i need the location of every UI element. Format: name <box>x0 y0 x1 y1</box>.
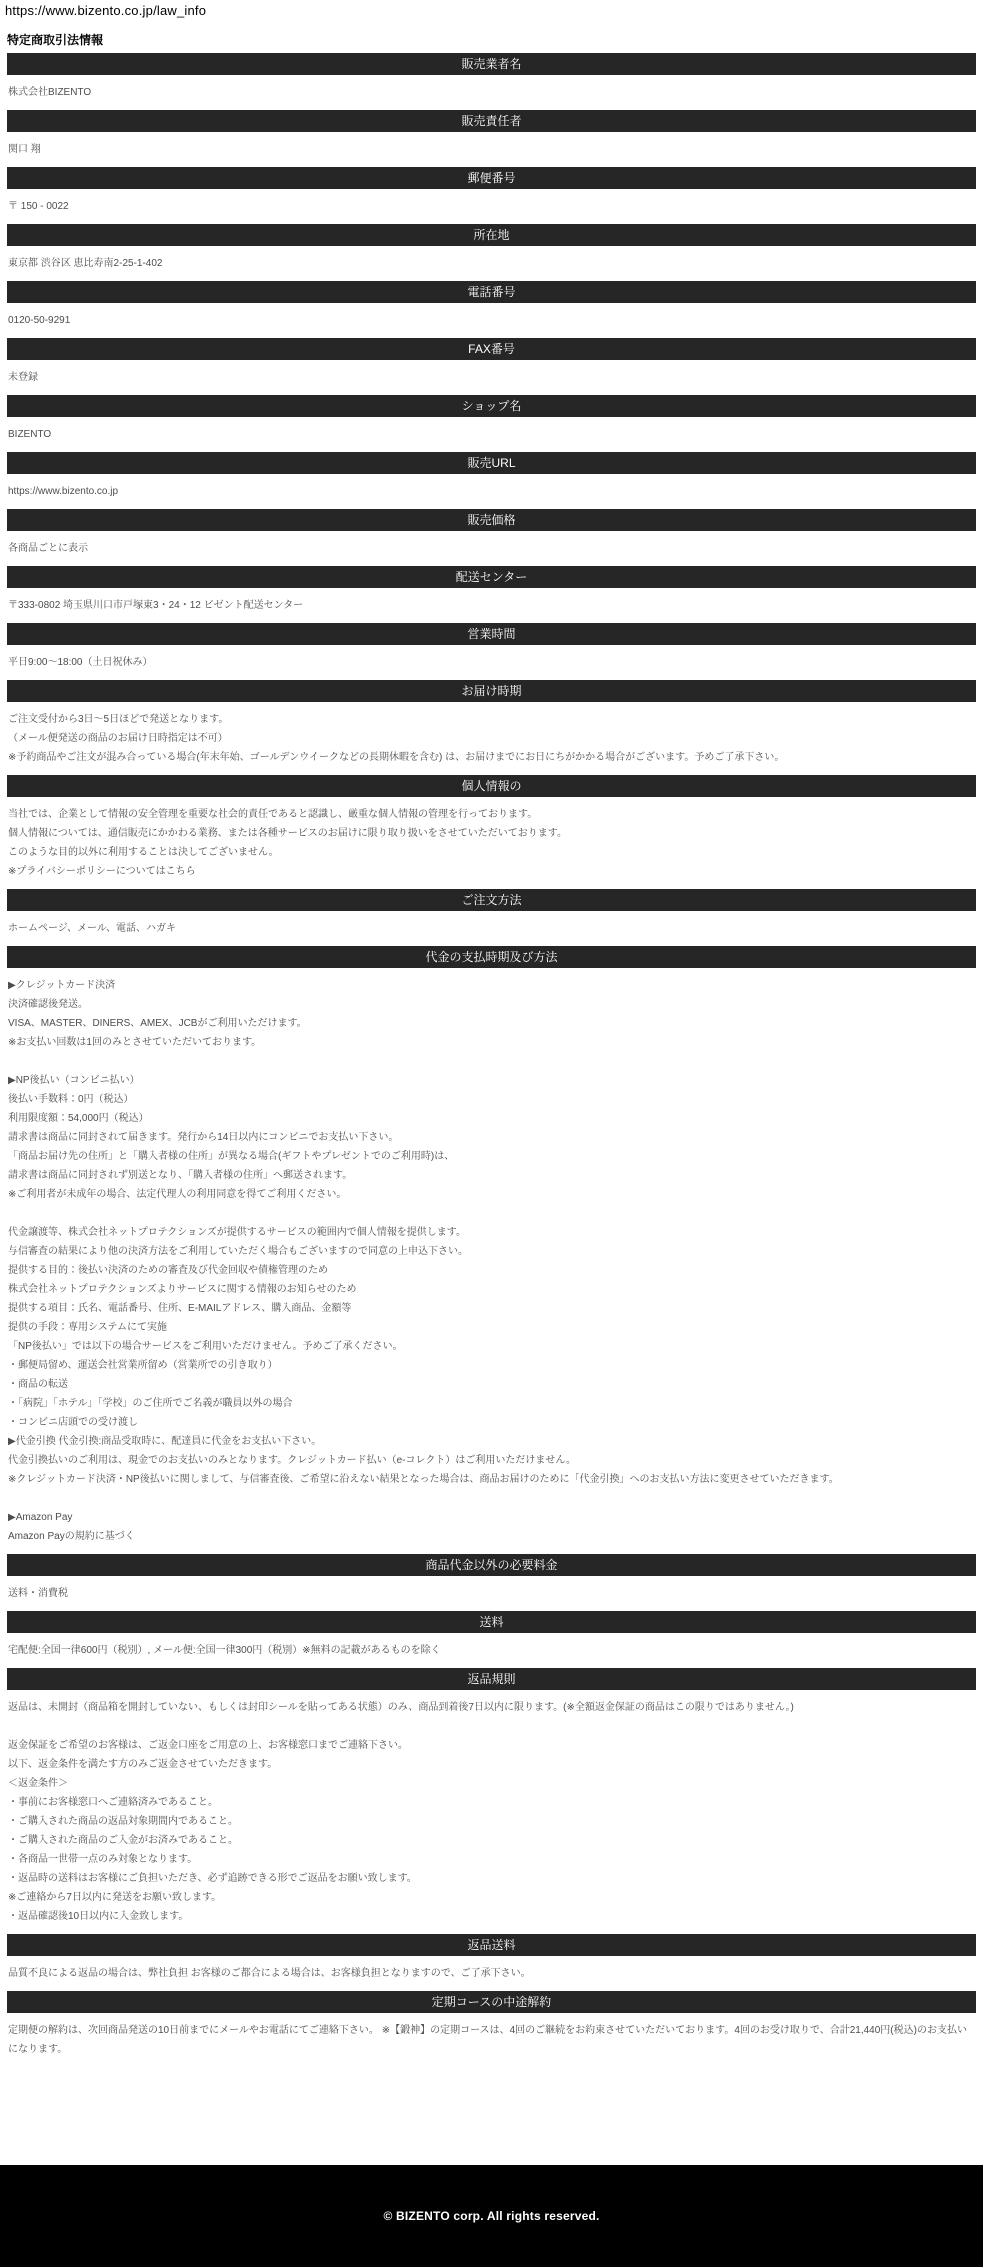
section-line: 決済確認後発送。 <box>8 999 88 1010</box>
section-phone-number <box>7 281 976 338</box>
section-return-policy <box>7 1668 976 1934</box>
section-line: 品質不良による返品の場合は、弊社負担 お客様のご都合による場合は、お客様負担となりますので、ご了承下さい。 <box>8 1968 531 1979</box>
section-line: 当社では、企業として情報の安全管理を重要な社会的責任であると認識し、厳重な個人情報の管理を行っております。 <box>8 809 538 820</box>
section-line: 0120-50-9291 <box>8 315 71 326</box>
section-line: 代金譲渡等、株式会社ネットプロテクションズが提供するサービスの範囲内で個人情報を提供します。 <box>8 1227 466 1238</box>
section-line: BIZENTO <box>8 429 52 440</box>
section-line: 〒333-0802 埼玉県川口市戸塚東3・24・12 ビゼント配送センター <box>8 600 304 611</box>
section-line: 株式会社ネットプロテクションズよりサービスに関する情報のお知らせのため <box>8 1284 357 1295</box>
section-return-shipping-fee <box>7 1934 976 1991</box>
section-line: ※ご利用者が未成年の場合、法定代理人の利用同意を得てご利用ください。 <box>8 1189 347 1200</box>
section-body-shipping-center <box>7 588 976 623</box>
section-line: 後払い手数料：0円（税込） <box>8 1094 134 1105</box>
section-line: ＜返金条件＞ <box>8 1778 68 1789</box>
section-header-shop-name: ショップ名 <box>7 395 976 417</box>
section-line: ▶クレジットカード決済 <box>8 980 116 991</box>
section-line: ・ご購入された商品の返品対象期間内であること。 <box>8 1816 238 1827</box>
section-body-sales-url <box>7 474 976 509</box>
section-line: 東京都 渋谷区 恵比寿南2-25-1-402 <box>8 258 163 269</box>
section-line: ※予約商品やご注文が混み合っている場合(年末年始、ゴールデンウイークなどの長期休暇を含む) は、お届けまでにお日にちがかかる場合がございます。予めご了承下さい。 <box>8 752 785 763</box>
section-line: 宅配便:全国一律600円（税別）, メール便:全国一律300円（税別）※無料の記載があるものを除く <box>8 1645 441 1656</box>
section-seller-name <box>7 53 976 110</box>
section-line <box>8 1489 976 1508</box>
section-delivery-time <box>7 680 976 775</box>
section-line: 代金引換払いのご利用は、現金でのお支払いのみとなります。クレジットカード払い（e-コレクト）はご利用いただけません。 <box>8 1455 576 1466</box>
section-line: 定期便の解約は、次回商品発送の10日前までにメールやお電話にてご連絡下さい。 ※【鍛神】の定期コースは、4回のご継続をお約束させていただいております。4回のお受け取りで、合計21,440円(税込)のお支払いになります。 <box>8 2025 967 2055</box>
section-body-order-method <box>7 911 976 946</box>
section-line: 各商品ごとに表示 <box>8 543 88 554</box>
section-line: ・返品確認後10日以内に入金致します。 <box>8 1911 189 1922</box>
section-body-extra-fees <box>7 1576 976 1611</box>
sections-container <box>0 53 983 2067</box>
section-body-fax-number <box>7 360 976 395</box>
section-body-return-policy <box>7 1690 976 1934</box>
section-line: ▶NP後払い（コンビニ払い） <box>8 1075 140 1086</box>
page-url: https://www.bizento.co.jp/law_info <box>5 3 207 18</box>
section-body-seller-name <box>7 75 976 110</box>
section-line: ・各商品一世帯一点のみ対象となります。 <box>8 1854 198 1865</box>
section-line: ご注文受付から3日～5日ほどで発送となります。 <box>8 714 229 725</box>
section-line: ※ご連絡から7日以内に発送をお願い致します。 <box>8 1892 222 1903</box>
section-order-method <box>7 889 976 946</box>
section-sales-url <box>7 452 976 509</box>
section-sales-manager <box>7 110 976 167</box>
section-header-subscription-cancellation: 定期コースの中途解約 <box>7 1991 976 2013</box>
section-line: 以下、返金条件を満たす方のみご返金させていただきます。 <box>8 1759 278 1770</box>
section-line: 与信審査の結果により他の決済方法をご利用していただく場合もございますので同意の上申込下さい。 <box>8 1246 468 1257</box>
section-header-address: 所在地 <box>7 224 976 246</box>
section-subscription-cancellation <box>7 1991 976 2067</box>
section-address <box>7 224 976 281</box>
section-line: 個人情報については、通信販売にかかわる業務、または各種サービスのお届けに限り取り扱いをさせていただいております。 <box>8 828 567 839</box>
section-line: ・郵便局留め、運送会社営業所留め（営業所での引き取り） <box>8 1360 278 1371</box>
section-line: 平日9:00～18:00（土日祝休み） <box>8 657 153 668</box>
section-header-seller-name: 販売業者名 <box>7 53 976 75</box>
section-header-order-method: ご注文方法 <box>7 889 976 911</box>
section-shop-name <box>7 395 976 452</box>
section-line <box>8 1204 976 1223</box>
section-header-postal-code: 郵便番号 <box>7 167 976 189</box>
section-line: Amazon Payの規約に基づく <box>8 1531 135 1542</box>
section-line: ・ご購入された商品のご入金がお済みであること。 <box>8 1835 238 1846</box>
section-line: 「商品お届け先の住所」と「購入者様の住所」が異なる場合(ギフトやプレゼントでのご利用時)は、 <box>8 1151 455 1162</box>
section-line: 返品は、未開封（商品箱を開封していない、もしくは封印シールを貼ってある状態）のみ、商品到着後7日以内に限ります。(※全額返金保証の商品はこの限りではありません。) <box>8 1702 794 1713</box>
section-sales-price <box>7 509 976 566</box>
section-header-delivery-time: お届け時期 <box>7 680 976 702</box>
section-line: 株式会社BIZENTO <box>8 87 92 98</box>
section-line: ▶代金引換 代金引換:商品受取時に、配達員に代金をお支払い下さい。 <box>8 1436 322 1447</box>
section-header-return-policy: 返品規則 <box>7 1668 976 1690</box>
section-body-phone-number <box>7 303 976 338</box>
section-line: 未登録 <box>8 372 38 383</box>
section-header-shipping-fee: 送料 <box>7 1611 976 1633</box>
section-line: 「NP後払い」では以下の場合サービスをご利用いただけません。予めご了承ください。 <box>8 1341 403 1352</box>
section-body-subscription-cancellation <box>7 2013 976 2067</box>
section-header-payment-method: 代金の支払時期及び方法 <box>7 946 976 968</box>
section-line: ・商品の転送 <box>8 1379 68 1390</box>
section-line: ・「病院」「ホテル」「学校」のご住所でご名義が職員以外の場合 <box>8 1398 293 1409</box>
section-line <box>8 1717 976 1736</box>
section-header-shipping-center: 配送センター <box>7 566 976 588</box>
section-header-sales-manager: 販売責任者 <box>7 110 976 132</box>
section-header-sales-price: 販売価格 <box>7 509 976 531</box>
section-body-delivery-time <box>7 702 976 775</box>
section-line: ホームページ、メール、電話、ハガキ <box>8 923 176 934</box>
section-body-shipping-fee <box>7 1633 976 1668</box>
section-payment-method <box>7 946 976 1554</box>
section-line: 提供する目的：後払い決済のための審査及び代金回収や債権管理のため <box>8 1265 328 1276</box>
section-line: ・コンビニ店頭での受け渡し <box>8 1417 138 1428</box>
section-line: （メール便発送の商品のお届け日時指定は不可） <box>8 733 228 744</box>
section-header-return-shipping-fee: 返品送料 <box>7 1934 976 1956</box>
section-body-address <box>7 246 976 281</box>
section-line: 提供する項目：氏名、電話番号、住所、E-MAILアドレス、購入商品、金額等 <box>8 1303 352 1314</box>
section-line: 提供の手段：専用システムにて実施 <box>8 1322 167 1333</box>
section-line: VISA、MASTER、DINERS、AMEX、JCBがご利用いただけます。 <box>8 1018 307 1029</box>
section-line: ・返品時の送料はお客様にご負担いただき、必ず追跡できる形でご返品をお願い致します。 <box>8 1873 417 1884</box>
section-body-personal-info <box>7 797 976 889</box>
section-line: ※お支払い回数は1回のみとさせていただいております。 <box>8 1037 262 1048</box>
section-fax-number <box>7 338 976 395</box>
section-extra-fees <box>7 1554 976 1611</box>
page-title: 特定商取引法情報 <box>7 33 104 47</box>
section-line: 請求書は商品に同封されて届きます。発行から14日以内にコンビニでお支払い下さい。 <box>8 1132 399 1143</box>
section-line: 〒 150 - 0022 <box>8 201 69 212</box>
section-line: ・事前にお客様窓口へご連絡済みであること。 <box>8 1797 218 1808</box>
section-line: https://www.bizento.co.jp <box>8 486 119 497</box>
section-header-business-hours: 営業時間 <box>7 623 976 645</box>
section-body-return-shipping-fee <box>7 1956 976 1991</box>
section-line: このような目的以外に利用することは決してございません。 <box>8 847 279 858</box>
section-header-sales-url: 販売URL <box>7 452 976 474</box>
section-header-personal-info: 個人情報の <box>7 775 976 797</box>
section-header-extra-fees: 商品代金以外の必要料金 <box>7 1554 976 1576</box>
page-footer <box>0 2165 983 2267</box>
section-shipping-center <box>7 566 976 623</box>
section-line: 返金保証をご希望のお客様は、ご返金口座をご用意の上、お客様窓口までご連絡下さい。 <box>8 1740 408 1751</box>
section-line: ▶Amazon Pay <box>8 1512 73 1523</box>
section-line: ※クレジットカード決済・NP後払いに関しまして、与信審査後、ご希望に沿えない結果となった場合は、商品お届けのために「代金引換」へのお支払い方法に変更させていただきます。 <box>8 1474 839 1485</box>
copyright-text: © BIZENTO corp. All rights reserved. <box>383 2209 600 2223</box>
section-body-payment-method <box>7 968 976 1554</box>
section-body-shop-name <box>7 417 976 452</box>
section-postal-code <box>7 167 976 224</box>
section-business-hours <box>7 623 976 680</box>
privacy-policy-link-line[interactable]: ※プライバシーポリシーについてはこちら <box>8 866 196 877</box>
section-line: 利用限度額：54,000円（税込） <box>8 1113 149 1124</box>
section-line: 送料・消費税 <box>8 1588 68 1599</box>
section-header-fax-number: FAX番号 <box>7 338 976 360</box>
section-body-postal-code <box>7 189 976 224</box>
section-body-business-hours <box>7 645 976 680</box>
section-line: 請求書は商品に同封されず別送となり、「購入者様の住所」へ郵送されます。 <box>8 1170 353 1181</box>
section-body-sales-price <box>7 531 976 566</box>
section-personal-info <box>7 775 976 889</box>
section-body-sales-manager <box>7 132 976 167</box>
section-shipping-fee <box>7 1611 976 1668</box>
section-header-phone-number: 電話番号 <box>7 281 976 303</box>
section-line: 関口 翔 <box>8 144 41 155</box>
section-line <box>8 1052 976 1071</box>
